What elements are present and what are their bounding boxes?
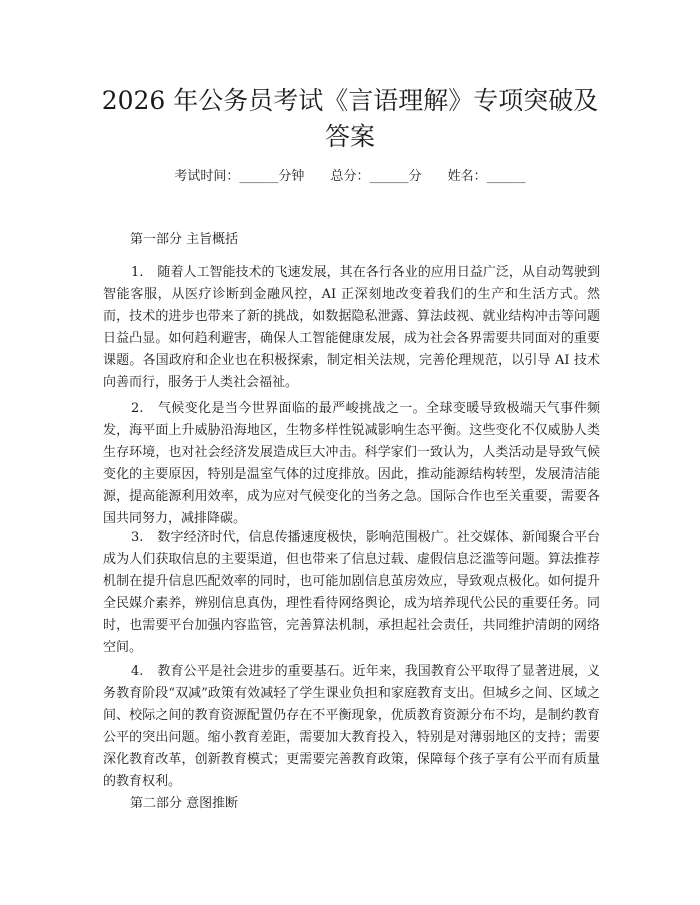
section-heading-2: 第二部分 意图推断 [130, 796, 239, 811]
total-score-field: 总分：______分 [330, 169, 422, 184]
question-text: 随着人工智能技术的飞速发展，其在各行各业的应用日益广泛，从自动驾驶到智能客服，从医疗诊断到金融风控，AI 正深刻地改变着我们的生产和生活方式。然而，技术的进步也带来了新的挑战，如数据隐私泄露、算法歧视、就业结构冲击等问题日益凸显。如何趋利避害，确保人工智能健康发展，成为社会各界需要共同面对的重要课题。各国政府和企业也在积极探索，制定相关法规，完善伦理规范，以引导 AI 技术向善而行，服务于人类社会福祉。 [103, 265, 600, 391]
question-number: 4. [131, 664, 144, 679]
question-text: 数字经济时代，信息传播速度极快，影响范围极广。社交媒体、新闻聚合平台成为人们获取信息的主要渠道，但也带来了信息过载、虚假信息泛滥等问题。算法推荐机制在提升信息匹配效率的同时，也可能加剧信息茧房效应，导致观点极化。如何提升全民媒介素养，辨别信息真伪，理性看待网络舆论，成为培养现代公民的重要任务。同时，也需要平台加强内容监管，完善算法机制，承担起社会责任，共同维护清朗的网络空间。 [103, 530, 600, 656]
question-text: 教育公平是社会进步的重要基石。近年来，我国教育公平取得了显著进展，义务教育阶段“双减”政策有效减轻了学生课业负担和家庭教育支出。但城乡之间、区域之间、校际之间的教育资源配置仍存在不平衡现象，优质教育资源分布不均，是制约教育公平的突出问题。缩小教育差距，需要加大教育投入，特别是对薄弱地区的支持；需要深化教育改革，创新教育模式；更需要完善教育政策，保障每个孩子享有公平而有质量的教育权利。 [103, 664, 600, 790]
question-1 [103, 262, 600, 395]
name-field: 姓名：______ [447, 169, 526, 184]
question-3 [103, 527, 600, 660]
question-2 [103, 398, 600, 531]
section-heading-1: 第一部分 主旨概括 [130, 232, 239, 247]
exam-time-field: 考试时间：______分钟 [174, 169, 305, 184]
question-number: 2. [131, 401, 144, 416]
question-text: 气候变化是当今世界面临的最严峻挑战之一。全球变暖导致极端天气事件频发，海平面上升威胁沿海地区，生物多样性锐减影响生态平衡。这些变化不仅威胁人类生存环境，也对社会经济发展造成巨大冲击。科学家们一致认为，人类活动是导致气候变化的主要原因，特别是温室气体的过度排放。因此，推动能源结构转型，发展清洁能源，提高能源利用效率，成为应对气候变化的当务之急。国际合作也至关重要，需要各国共同努力，减排降碳。 [103, 401, 600, 527]
question-number: 3. [131, 530, 144, 545]
question-4 [103, 661, 600, 794]
exam-info-line [0, 168, 700, 186]
document-title: 2026 年公务员考试《言语理解》专项突破及答案 [101, 86, 599, 151]
question-number: 1. [131, 265, 144, 280]
